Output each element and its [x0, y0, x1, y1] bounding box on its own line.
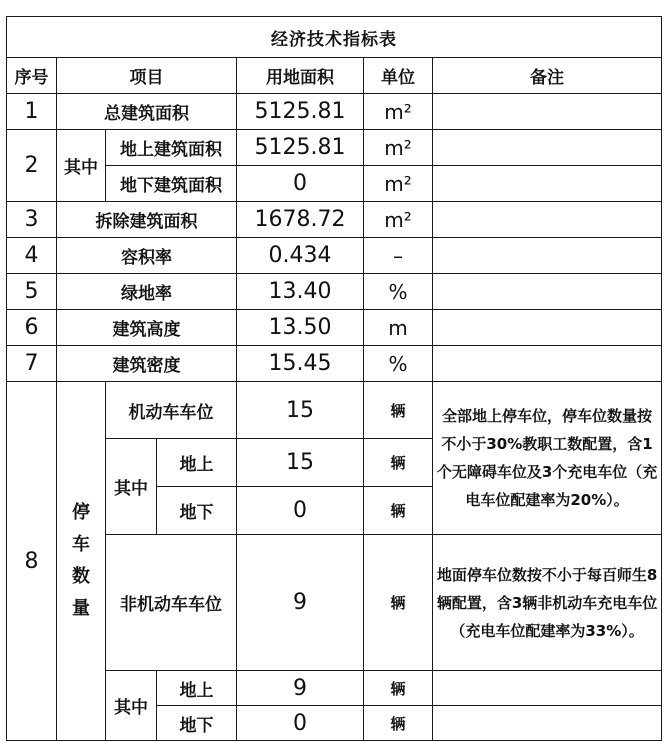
- row-label: 地上: [157, 439, 237, 487]
- row-unit: m²: [364, 166, 433, 202]
- table-row: [7, 130, 662, 166]
- table-row: [7, 238, 662, 274]
- row-unit: m²: [364, 202, 433, 238]
- row-value: 15: [237, 382, 364, 439]
- header-area: 用地面积: [237, 58, 364, 94]
- row-remark: [433, 346, 662, 382]
- row-unit: –: [364, 238, 433, 274]
- row-value: 5125.81: [237, 130, 364, 166]
- row-unit: 辆: [364, 706, 433, 741]
- group-label: 其中: [106, 439, 157, 535]
- vertical-char: 停: [72, 502, 90, 523]
- row-unit: %: [364, 346, 433, 382]
- table-row: [7, 166, 662, 202]
- table-row: [7, 94, 662, 130]
- row-label: 非机动车车位: [106, 535, 237, 671]
- row-unit: m: [364, 310, 433, 346]
- row-index: 1: [7, 94, 57, 130]
- row-unit: m²: [364, 130, 433, 166]
- row-unit: m²: [364, 94, 433, 130]
- row-value: 0.434: [237, 238, 364, 274]
- row-remark: [433, 671, 662, 706]
- row-value: 0: [237, 166, 364, 202]
- row-unit: 辆: [364, 671, 433, 706]
- row-remark: [433, 238, 662, 274]
- parking-vertical-label: [57, 382, 106, 741]
- row-remark: [433, 94, 662, 130]
- row-value: 9: [237, 671, 364, 706]
- table-row: [7, 310, 662, 346]
- row-unit: 辆: [364, 487, 433, 535]
- row-label: 地上: [157, 671, 237, 706]
- row-label: 建筑高度: [57, 310, 237, 346]
- row-label: 地下: [157, 487, 237, 535]
- row-label: 容积率: [57, 238, 237, 274]
- table-row: [7, 671, 662, 706]
- table-row: [7, 274, 662, 310]
- row-unit: 辆: [364, 535, 433, 671]
- row-value: 15: [237, 439, 364, 487]
- row-unit: 辆: [364, 439, 433, 487]
- group-label: 其中: [57, 130, 106, 202]
- table-title: 经济技术指标表: [7, 17, 662, 58]
- header-unit: 单位: [364, 58, 433, 94]
- row-remark: [433, 310, 662, 346]
- row-unit: 辆: [364, 382, 433, 439]
- row-label: 地下: [157, 706, 237, 741]
- row-value: 0: [237, 487, 364, 535]
- row-index: 8: [7, 382, 57, 741]
- vertical-char: 数: [72, 566, 90, 587]
- table-row: [7, 535, 662, 671]
- title-row: [7, 17, 662, 58]
- header-index: 序号: [7, 58, 57, 94]
- table-row: [7, 346, 662, 382]
- row-label: 总建筑面积: [57, 94, 237, 130]
- row-index: 5: [7, 274, 57, 310]
- row-remark: [433, 166, 662, 202]
- row-index: 4: [7, 238, 57, 274]
- economic-indicators-table: [6, 16, 662, 741]
- nonmotor-remark: 地面停车位数按不小于每百师生8辆配置，含3辆非机动车充电车位（充电车位配建率为33%）。: [433, 535, 662, 671]
- row-value: 5125.81: [237, 94, 364, 130]
- group-label: 其中: [106, 671, 157, 741]
- row-remark: [433, 202, 662, 238]
- header-item: 项目: [57, 58, 237, 94]
- row-value: 15.45: [237, 346, 364, 382]
- row-value: 13.50: [237, 310, 364, 346]
- row-label: 机动车车位: [106, 382, 237, 439]
- row-label: 地上建筑面积: [106, 130, 237, 166]
- row-remark: [433, 706, 662, 741]
- row-remark: [433, 274, 662, 310]
- row-label: 地下建筑面积: [106, 166, 237, 202]
- table-row: [7, 202, 662, 238]
- row-label: 建筑密度: [57, 346, 237, 382]
- header-row: [7, 58, 662, 94]
- row-remark: [433, 130, 662, 166]
- table-row: [7, 382, 662, 439]
- row-value: 1678.72: [237, 202, 364, 238]
- vertical-char: 车: [72, 534, 90, 555]
- row-index: 6: [7, 310, 57, 346]
- row-index: 7: [7, 346, 57, 382]
- row-index: 3: [7, 202, 57, 238]
- row-value: 13.40: [237, 274, 364, 310]
- row-index: 2: [7, 130, 57, 202]
- row-unit: %: [364, 274, 433, 310]
- motor-remark: 全部地上停车位，停车位数量按不小于30%教职工数配置，含1个无障碍车位及3个充电车位（充电车位配建率为20%）。: [433, 382, 662, 535]
- vertical-char: 量: [72, 598, 90, 619]
- row-label: 绿地率: [57, 274, 237, 310]
- row-label: 拆除建筑面积: [57, 202, 237, 238]
- row-value: 9: [237, 535, 364, 671]
- row-value: 0: [237, 706, 364, 741]
- header-remark: 备注: [433, 58, 662, 94]
